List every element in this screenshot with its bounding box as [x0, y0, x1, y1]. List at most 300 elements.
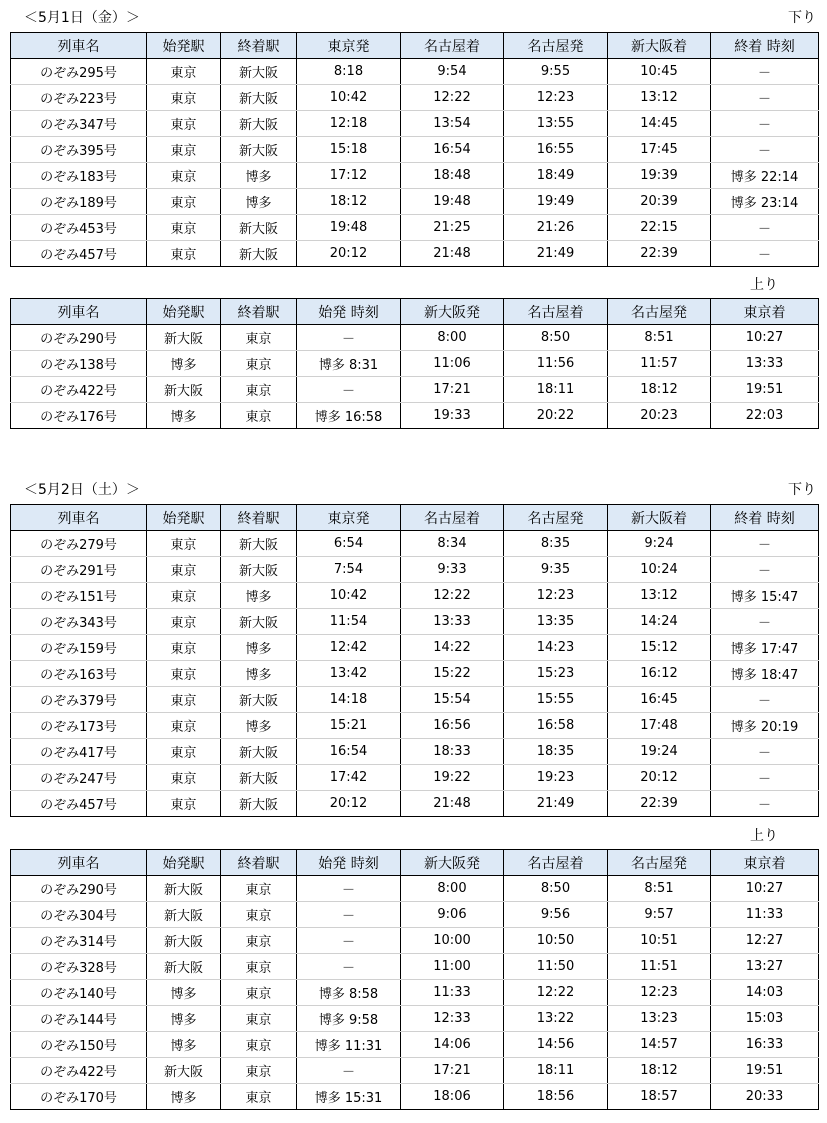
column-header: 始発駅: [147, 33, 221, 59]
column-header: 東京発: [297, 505, 401, 531]
table-cell: 12:23: [504, 85, 608, 111]
table-cell: 17:45: [608, 137, 711, 163]
column-header: 列車名: [11, 850, 147, 876]
table-cell: 9:06: [401, 902, 504, 928]
train-name-cell: のぞみ304号: [11, 902, 147, 928]
table-row: [11, 111, 819, 137]
table-cell: 12:18: [297, 111, 401, 137]
table-cell: 14:18: [297, 687, 401, 713]
table-cell: 東京: [147, 609, 221, 635]
table-cell: 14:06: [401, 1032, 504, 1058]
table-cell: 10:27: [711, 876, 819, 902]
table-cell: 14:23: [504, 635, 608, 661]
table-cell: 博多 18:47: [711, 661, 819, 687]
train-name-cell: のぞみ183号: [11, 163, 147, 189]
table-cell: 新大阪: [147, 928, 221, 954]
table-cell: 21:49: [504, 791, 608, 817]
table-cell: －: [297, 377, 401, 403]
table-row: [11, 215, 819, 241]
column-header: 名古屋着: [401, 505, 504, 531]
column-header: 東京着: [711, 850, 819, 876]
table-row: [11, 557, 819, 583]
column-header: 新大阪発: [401, 299, 504, 325]
table-cell: －: [297, 1058, 401, 1084]
table-row: [11, 635, 819, 661]
table-cell: 12:23: [504, 583, 608, 609]
table-cell: 博多: [147, 980, 221, 1006]
table-cell: 20:33: [711, 1084, 819, 1110]
table-cell: 東京: [147, 215, 221, 241]
train-name-cell: のぞみ291号: [11, 557, 147, 583]
table-cell: 東京: [221, 1032, 297, 1058]
table-cell: 6:54: [297, 531, 401, 557]
table-cell: 13:42: [297, 661, 401, 687]
column-header: 名古屋着: [401, 33, 504, 59]
table-cell: 16:55: [504, 137, 608, 163]
table-row: [11, 403, 819, 429]
table-cell: 東京: [221, 902, 297, 928]
table-cell: 新大阪: [221, 531, 297, 557]
table-cell: 博多 8:58: [297, 980, 401, 1006]
column-header: 名古屋発: [608, 299, 711, 325]
table-cell: 9:33: [401, 557, 504, 583]
table-row: [11, 713, 819, 739]
day2-down-table: [10, 504, 819, 817]
train-name-cell: のぞみ422号: [11, 1058, 147, 1084]
column-header: 新大阪着: [608, 33, 711, 59]
table-cell: 東京: [147, 661, 221, 687]
train-name-cell: のぞみ457号: [11, 241, 147, 267]
table-cell: 22:39: [608, 791, 711, 817]
column-header: 名古屋発: [504, 33, 608, 59]
table-cell: 博多 16:58: [297, 403, 401, 429]
table-cell: －: [711, 609, 819, 635]
table-cell: 20:39: [608, 189, 711, 215]
table-cell: 博多: [147, 1084, 221, 1110]
table-row: [11, 377, 819, 403]
table-row: [11, 1084, 819, 1110]
table-cell: 15:12: [608, 635, 711, 661]
table-cell: 新大阪: [147, 902, 221, 928]
table-cell: 20:12: [608, 765, 711, 791]
table-cell: 14:22: [401, 635, 504, 661]
table-cell: 9:54: [401, 59, 504, 85]
table-cell: 博多 15:31: [297, 1084, 401, 1110]
table-cell: 博多: [221, 189, 297, 215]
train-name-cell: のぞみ453号: [11, 215, 147, 241]
table-cell: －: [297, 325, 401, 351]
train-name-cell: のぞみ176号: [11, 403, 147, 429]
table-cell: 16:56: [401, 713, 504, 739]
table-row: [11, 325, 819, 351]
table-cell: 東京: [147, 791, 221, 817]
train-name-cell: のぞみ163号: [11, 661, 147, 687]
train-name-cell: のぞみ247号: [11, 765, 147, 791]
table-cell: 22:03: [711, 403, 819, 429]
table-cell: 新大阪: [221, 557, 297, 583]
table-cell: 新大阪: [221, 215, 297, 241]
table-cell: 12:22: [504, 980, 608, 1006]
table-row: [11, 583, 819, 609]
table-cell: 博多 22:14: [711, 163, 819, 189]
train-name-cell: のぞみ223号: [11, 85, 147, 111]
table-cell: 博多: [221, 163, 297, 189]
table-cell: 21:25: [401, 215, 504, 241]
column-header: 名古屋発: [504, 505, 608, 531]
table-cell: 22:39: [608, 241, 711, 267]
table-cell: 9:57: [608, 902, 711, 928]
table-cell: 14:45: [608, 111, 711, 137]
table-row: [11, 1032, 819, 1058]
table-cell: 8:00: [401, 325, 504, 351]
table-cell: 17:21: [401, 1058, 504, 1084]
table-cell: －: [711, 111, 819, 137]
table-cell: 14:56: [504, 1032, 608, 1058]
table-cell: 12:33: [401, 1006, 504, 1032]
table-cell: －: [711, 59, 819, 85]
column-header: 終着駅: [221, 299, 297, 325]
table-cell: 新大阪: [221, 59, 297, 85]
table-cell: －: [297, 876, 401, 902]
table-cell: 11:51: [608, 954, 711, 980]
table-cell: 9:55: [504, 59, 608, 85]
day1-down-table: [10, 32, 819, 267]
table-row: [11, 241, 819, 267]
table-cell: 13:35: [504, 609, 608, 635]
table-cell: 19:48: [297, 215, 401, 241]
table-cell: 12:22: [401, 583, 504, 609]
table-cell: 19:51: [711, 1058, 819, 1084]
table-cell: 東京: [147, 137, 221, 163]
day2-header: [10, 480, 818, 500]
table-cell: 11:33: [401, 980, 504, 1006]
table-cell: 13:33: [711, 351, 819, 377]
train-name-cell: のぞみ159号: [11, 635, 147, 661]
table-cell: 9:24: [608, 531, 711, 557]
column-header: 名古屋発: [608, 850, 711, 876]
table-cell: 22:15: [608, 215, 711, 241]
column-header: 列車名: [11, 33, 147, 59]
table-cell: －: [297, 902, 401, 928]
train-name-cell: のぞみ151号: [11, 583, 147, 609]
table-row: [11, 189, 819, 215]
column-header: 終着駅: [221, 850, 297, 876]
table-cell: 博多 9:58: [297, 1006, 401, 1032]
train-name-cell: のぞみ173号: [11, 713, 147, 739]
table-cell: 新大阪: [221, 765, 297, 791]
train-name-cell: のぞみ290号: [11, 876, 147, 902]
table-row: [11, 902, 819, 928]
table-cell: 東京: [147, 765, 221, 791]
table-cell: 10:27: [711, 325, 819, 351]
header-row: [11, 850, 819, 876]
table-cell: 10:50: [504, 928, 608, 954]
table-cell: 19:51: [711, 377, 819, 403]
table-row: [11, 980, 819, 1006]
table-row: [11, 876, 819, 902]
table-cell: 東京: [147, 189, 221, 215]
table-cell: 13:27: [711, 954, 819, 980]
table-cell: 東京: [221, 876, 297, 902]
table-cell: 18:35: [504, 739, 608, 765]
table-cell: 10:45: [608, 59, 711, 85]
table-cell: 博多: [147, 403, 221, 429]
table-cell: 博多: [147, 1006, 221, 1032]
column-header: 新大阪着: [608, 505, 711, 531]
column-header: 始発 時刻: [297, 299, 401, 325]
table-cell: 東京: [221, 1058, 297, 1084]
table-cell: 19:48: [401, 189, 504, 215]
table-cell: 東京: [221, 325, 297, 351]
table-row: [11, 661, 819, 687]
table-cell: 東京: [221, 1006, 297, 1032]
table-cell: 新大阪: [221, 739, 297, 765]
table-cell: 新大阪: [221, 791, 297, 817]
column-header: 始発駅: [147, 299, 221, 325]
table-cell: 10:42: [297, 583, 401, 609]
train-name-cell: のぞみ328号: [11, 954, 147, 980]
table-cell: 20:12: [297, 791, 401, 817]
table-cell: 19:39: [608, 163, 711, 189]
table-cell: 新大阪: [221, 609, 297, 635]
table-cell: 東京: [147, 531, 221, 557]
table-cell: －: [711, 739, 819, 765]
table-cell: 18:11: [504, 377, 608, 403]
column-header: 東京発: [297, 33, 401, 59]
train-name-cell: のぞみ140号: [11, 980, 147, 1006]
table-cell: 16:54: [401, 137, 504, 163]
column-header: 終着駅: [221, 505, 297, 531]
table-cell: 東京: [147, 85, 221, 111]
day1-header: [10, 8, 818, 28]
table-cell: 19:24: [608, 739, 711, 765]
table-cell: 15:55: [504, 687, 608, 713]
table-cell: 21:26: [504, 215, 608, 241]
table-cell: 東京: [147, 635, 221, 661]
table-cell: 11:33: [711, 902, 819, 928]
table-cell: 新大阪: [147, 954, 221, 980]
table-cell: 12:42: [297, 635, 401, 661]
table-cell: 東京: [221, 980, 297, 1006]
table-cell: 12:23: [608, 980, 711, 1006]
table-cell: 博多: [147, 1032, 221, 1058]
table-cell: 14:57: [608, 1032, 711, 1058]
table-cell: 18:56: [504, 1084, 608, 1110]
table-cell: 10:51: [608, 928, 711, 954]
table-cell: 東京: [147, 241, 221, 267]
train-name-cell: のぞみ189号: [11, 189, 147, 215]
day2-up-table: [10, 849, 819, 1110]
table-cell: 13:12: [608, 583, 711, 609]
table-cell: 12:22: [401, 85, 504, 111]
table-cell: －: [711, 215, 819, 241]
day1-up-header: [10, 275, 818, 295]
table-cell: 11:00: [401, 954, 504, 980]
table-cell: 10:24: [608, 557, 711, 583]
column-header: 始発 時刻: [297, 850, 401, 876]
table-cell: 新大阪: [221, 687, 297, 713]
train-name-cell: のぞみ138号: [11, 351, 147, 377]
table-cell: 14:03: [711, 980, 819, 1006]
day1-up-table: [10, 298, 819, 429]
column-header: 始発駅: [147, 850, 221, 876]
table-cell: 9:35: [504, 557, 608, 583]
table-cell: 博多: [221, 635, 297, 661]
table-cell: 15:23: [504, 661, 608, 687]
table-cell: 博多: [147, 351, 221, 377]
column-header: 列車名: [11, 505, 147, 531]
table-cell: 13:12: [608, 85, 711, 111]
table-cell: －: [297, 928, 401, 954]
table-cell: 東京: [147, 739, 221, 765]
table-cell: 東京: [147, 111, 221, 137]
day2-up-direction: 上り: [750, 828, 778, 844]
table-cell: 18:57: [608, 1084, 711, 1110]
table-cell: 東京: [221, 403, 297, 429]
table-cell: 15:03: [711, 1006, 819, 1032]
table-cell: 17:42: [297, 765, 401, 791]
table-cell: 8:00: [401, 876, 504, 902]
train-name-cell: のぞみ379号: [11, 687, 147, 713]
table-cell: 8:50: [504, 876, 608, 902]
column-header: 新大阪発: [401, 850, 504, 876]
table-cell: 博多 23:14: [711, 189, 819, 215]
table-cell: 新大阪: [147, 325, 221, 351]
day2-up-header: [10, 826, 818, 846]
table-row: [11, 85, 819, 111]
table-row: [11, 765, 819, 791]
table-cell: 7:54: [297, 557, 401, 583]
table-cell: 11:56: [504, 351, 608, 377]
table-cell: 東京: [147, 59, 221, 85]
table-cell: －: [711, 85, 819, 111]
header-row: [11, 33, 819, 59]
column-header: 列車名: [11, 299, 147, 325]
table-cell: 13:33: [401, 609, 504, 635]
table-cell: 18:33: [401, 739, 504, 765]
train-name-cell: のぞみ422号: [11, 377, 147, 403]
table-cell: 新大阪: [221, 85, 297, 111]
table-cell: 20:22: [504, 403, 608, 429]
table-cell: 19:33: [401, 403, 504, 429]
table-cell: 8:35: [504, 531, 608, 557]
day2-down-direction: 下り: [788, 482, 816, 498]
table-cell: 16:58: [504, 713, 608, 739]
table-cell: 東京: [221, 351, 297, 377]
table-cell: 21:49: [504, 241, 608, 267]
table-cell: 20:23: [608, 403, 711, 429]
train-name-cell: のぞみ290号: [11, 325, 147, 351]
table-cell: 11:06: [401, 351, 504, 377]
table-cell: 19:23: [504, 765, 608, 791]
table-cell: 13:54: [401, 111, 504, 137]
table-cell: 18:48: [401, 163, 504, 189]
train-name-cell: のぞみ395号: [11, 137, 147, 163]
column-header: 始発駅: [147, 505, 221, 531]
column-header: 終着駅: [221, 33, 297, 59]
table-cell: 11:57: [608, 351, 711, 377]
table-cell: －: [711, 765, 819, 791]
table-cell: 博多: [221, 583, 297, 609]
table-cell: 11:54: [297, 609, 401, 635]
table-cell: 東京: [147, 687, 221, 713]
table-cell: 新大阪: [221, 137, 297, 163]
column-header: 名古屋着: [504, 299, 608, 325]
table-cell: 博多 15:47: [711, 583, 819, 609]
table-cell: 博多: [221, 713, 297, 739]
header-row: [11, 505, 819, 531]
table-cell: 東京: [221, 928, 297, 954]
table-row: [11, 1006, 819, 1032]
header-row: [11, 299, 819, 325]
table-cell: 8:50: [504, 325, 608, 351]
table-cell: 8:18: [297, 59, 401, 85]
table-row: [11, 791, 819, 817]
table-cell: 博多 8:31: [297, 351, 401, 377]
train-name-cell: のぞみ170号: [11, 1084, 147, 1110]
table-row: [11, 739, 819, 765]
table-cell: 18:12: [608, 1058, 711, 1084]
train-name-cell: のぞみ457号: [11, 791, 147, 817]
table-cell: 13:22: [504, 1006, 608, 1032]
table-row: [11, 609, 819, 635]
table-row: [11, 59, 819, 85]
table-cell: 12:27: [711, 928, 819, 954]
table-cell: 東京: [221, 377, 297, 403]
table-cell: －: [711, 531, 819, 557]
table-cell: 博多 17:47: [711, 635, 819, 661]
table-cell: 21:48: [401, 241, 504, 267]
table-cell: 17:21: [401, 377, 504, 403]
train-name-cell: のぞみ144号: [11, 1006, 147, 1032]
train-name-cell: のぞみ150号: [11, 1032, 147, 1058]
table-cell: 新大阪: [221, 241, 297, 267]
table-cell: 東京: [147, 583, 221, 609]
table-cell: 15:21: [297, 713, 401, 739]
table-cell: 11:50: [504, 954, 608, 980]
table-cell: 19:49: [504, 189, 608, 215]
table-cell: 17:12: [297, 163, 401, 189]
table-cell: －: [711, 687, 819, 713]
day1-up-direction: 上り: [750, 277, 778, 293]
table-cell: 18:49: [504, 163, 608, 189]
table-cell: 15:22: [401, 661, 504, 687]
table-cell: 21:48: [401, 791, 504, 817]
table-cell: 13:55: [504, 111, 608, 137]
column-header: 東京着: [711, 299, 819, 325]
table-row: [11, 954, 819, 980]
table-cell: －: [711, 241, 819, 267]
table-row: [11, 687, 819, 713]
table-row: [11, 531, 819, 557]
table-cell: 16:33: [711, 1032, 819, 1058]
column-header: 終着 時刻: [711, 505, 819, 531]
table-cell: 14:24: [608, 609, 711, 635]
train-name-cell: のぞみ343号: [11, 609, 147, 635]
train-name-cell: のぞみ279号: [11, 531, 147, 557]
table-cell: 東京: [147, 557, 221, 583]
table-cell: －: [711, 137, 819, 163]
train-name-cell: のぞみ347号: [11, 111, 147, 137]
table-cell: 8:51: [608, 876, 711, 902]
day1-down-direction: 下り: [788, 10, 816, 26]
table-cell: 16:45: [608, 687, 711, 713]
column-header: 終着 時刻: [711, 33, 819, 59]
table-cell: 新大阪: [147, 876, 221, 902]
table-cell: －: [711, 791, 819, 817]
table-cell: 新大阪: [221, 111, 297, 137]
train-name-cell: のぞみ417号: [11, 739, 147, 765]
